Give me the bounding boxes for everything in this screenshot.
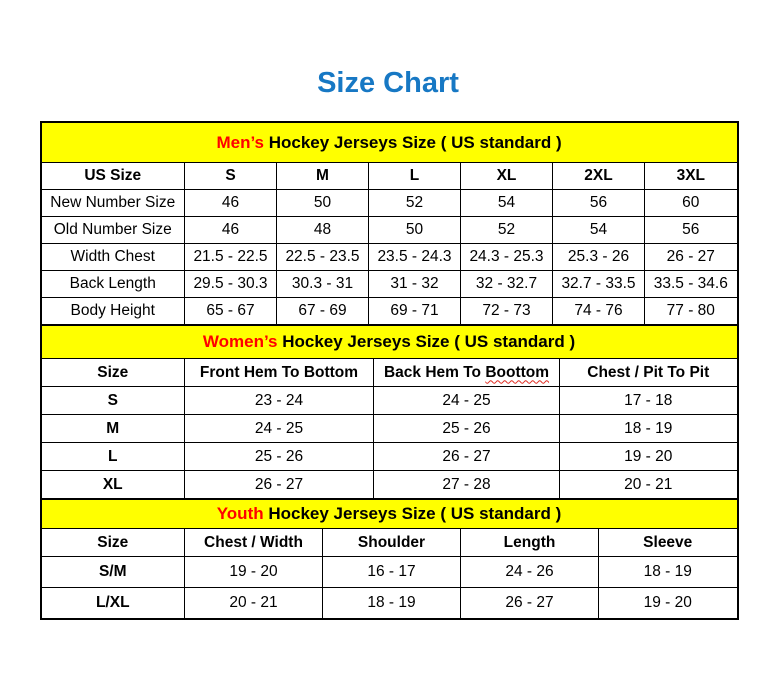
table-cell: 29.5 - 30.3 [185, 271, 277, 298]
table-cell: 27 - 28 [374, 471, 560, 500]
row-label: Width Chest [41, 244, 185, 271]
table-cell: 25 - 26 [374, 415, 560, 443]
table-cell: 21.5 - 22.5 [185, 244, 277, 271]
table-cell: 69 - 71 [369, 298, 461, 326]
table-row [41, 298, 738, 326]
column-header: Length [461, 529, 599, 557]
column-header: 2XL [553, 163, 645, 190]
table-cell: 65 - 67 [185, 298, 277, 326]
table-cell: 23.5 - 24.3 [369, 244, 461, 271]
column-header [374, 359, 560, 387]
table-row [41, 217, 738, 244]
table-row [41, 471, 738, 500]
table-cell: 19 - 20 [599, 588, 738, 620]
mens-header-row [41, 163, 738, 190]
table-cell: 33.5 - 34.6 [645, 271, 738, 298]
table-cell: 22.5 - 23.5 [277, 244, 369, 271]
womens-size-table [40, 324, 739, 500]
table-cell: 24.3 - 25.3 [461, 244, 553, 271]
table-cell: 24 - 25 [374, 387, 560, 415]
table-cell: 46 [185, 190, 277, 217]
womens-header-row [41, 359, 738, 387]
table-cell: 30.3 - 31 [277, 271, 369, 298]
table-cell: 19 - 20 [185, 557, 323, 588]
youth-section-title-highlight: Youth [216, 504, 264, 523]
table-cell: 32 - 32.7 [461, 271, 553, 298]
column-header: L [369, 163, 461, 190]
table-cell: 52 [461, 217, 553, 244]
table-cell: 26 - 27 [374, 443, 560, 471]
table-cell: 19 - 20 [560, 443, 738, 471]
column-header: US Size [41, 163, 185, 190]
table-cell: 24 - 26 [461, 557, 599, 588]
row-label: L/XL [41, 588, 185, 620]
mens-section-title-rest: Hockey Jerseys Size ( US standard ) [264, 132, 562, 152]
table-cell: 16 - 17 [323, 557, 461, 588]
womens-section-title [41, 325, 738, 359]
table-cell: 24 - 25 [185, 415, 374, 443]
size-chart-tables [40, 121, 737, 620]
row-label: S [41, 387, 185, 415]
mens-section-title [41, 122, 738, 163]
column-header-text: Back Hem To [383, 363, 486, 381]
womens-section-title-rest: Hockey Jerseys Size ( US standard ) [277, 332, 576, 351]
table-cell: 54 [553, 217, 645, 244]
row-label: Body Height [41, 298, 185, 326]
mens-size-table [40, 121, 739, 326]
table-row [41, 387, 738, 415]
table-cell: 17 - 18 [560, 387, 738, 415]
row-label: XL [41, 471, 185, 500]
table-cell: 52 [369, 190, 461, 217]
table-cell: 46 [185, 217, 277, 244]
column-header: Shoulder [323, 529, 461, 557]
table-row [41, 415, 738, 443]
table-cell: 48 [277, 217, 369, 244]
womens-section-title-highlight: Women’s [202, 332, 278, 351]
table-cell: 56 [645, 217, 738, 244]
table-cell: 67 - 69 [277, 298, 369, 326]
table-cell: 72 - 73 [461, 298, 553, 326]
table-cell: 54 [461, 190, 553, 217]
table-row [41, 588, 738, 620]
row-label: L [41, 443, 185, 471]
row-label: M [41, 415, 185, 443]
table-cell: 20 - 21 [560, 471, 738, 500]
column-header: 3XL [645, 163, 738, 190]
youth-section-title [41, 499, 738, 529]
table-cell: 32.7 - 33.5 [553, 271, 645, 298]
mens-section-band [41, 122, 738, 163]
column-header: Size [41, 359, 185, 387]
column-header: Sleeve [599, 529, 738, 557]
table-cell: 77 - 80 [645, 298, 738, 326]
table-cell: 26 - 27 [461, 588, 599, 620]
table-cell: 56 [553, 190, 645, 217]
youth-section-band [41, 499, 738, 529]
table-cell: 18 - 19 [599, 557, 738, 588]
column-header: M [277, 163, 369, 190]
page-title: Size Chart [317, 67, 459, 99]
table-cell: 26 - 27 [645, 244, 738, 271]
table-cell: 31 - 32 [369, 271, 461, 298]
table-row [41, 443, 738, 471]
table-cell: 23 - 24 [185, 387, 374, 415]
misspelled-word: Boottom [485, 363, 550, 381]
column-header: Chest / Width [185, 529, 323, 557]
youth-header-row [41, 529, 738, 557]
row-label: New Number Size [41, 190, 185, 217]
table-cell: 50 [369, 217, 461, 244]
column-header: S [185, 163, 277, 190]
table-cell: 18 - 19 [560, 415, 738, 443]
column-header: Size [41, 529, 185, 557]
row-label: Old Number Size [41, 217, 185, 244]
table-row [41, 244, 738, 271]
column-header: XL [461, 163, 553, 190]
table-cell: 20 - 21 [185, 588, 323, 620]
youth-section-title-rest: Hockey Jerseys Size ( US standard ) [263, 504, 562, 523]
table-row [41, 271, 738, 298]
table-cell: 26 - 27 [185, 471, 374, 500]
table-cell: 25 - 26 [185, 443, 374, 471]
womens-section-band [41, 325, 738, 359]
column-header: Front Hem To Bottom [185, 359, 374, 387]
table-cell: 25.3 - 26 [553, 244, 645, 271]
table-cell: 60 [645, 190, 738, 217]
table-cell: 18 - 19 [323, 588, 461, 620]
table-cell: 50 [277, 190, 369, 217]
column-header: Chest / Pit To Pit [560, 359, 738, 387]
row-label: Back Length [41, 271, 185, 298]
row-label: S/M [41, 557, 185, 588]
youth-size-table [40, 498, 739, 620]
table-cell: 74 - 76 [553, 298, 645, 326]
mens-section-title-highlight: Men’s [216, 132, 264, 152]
table-row [41, 557, 738, 588]
table-row [41, 190, 738, 217]
